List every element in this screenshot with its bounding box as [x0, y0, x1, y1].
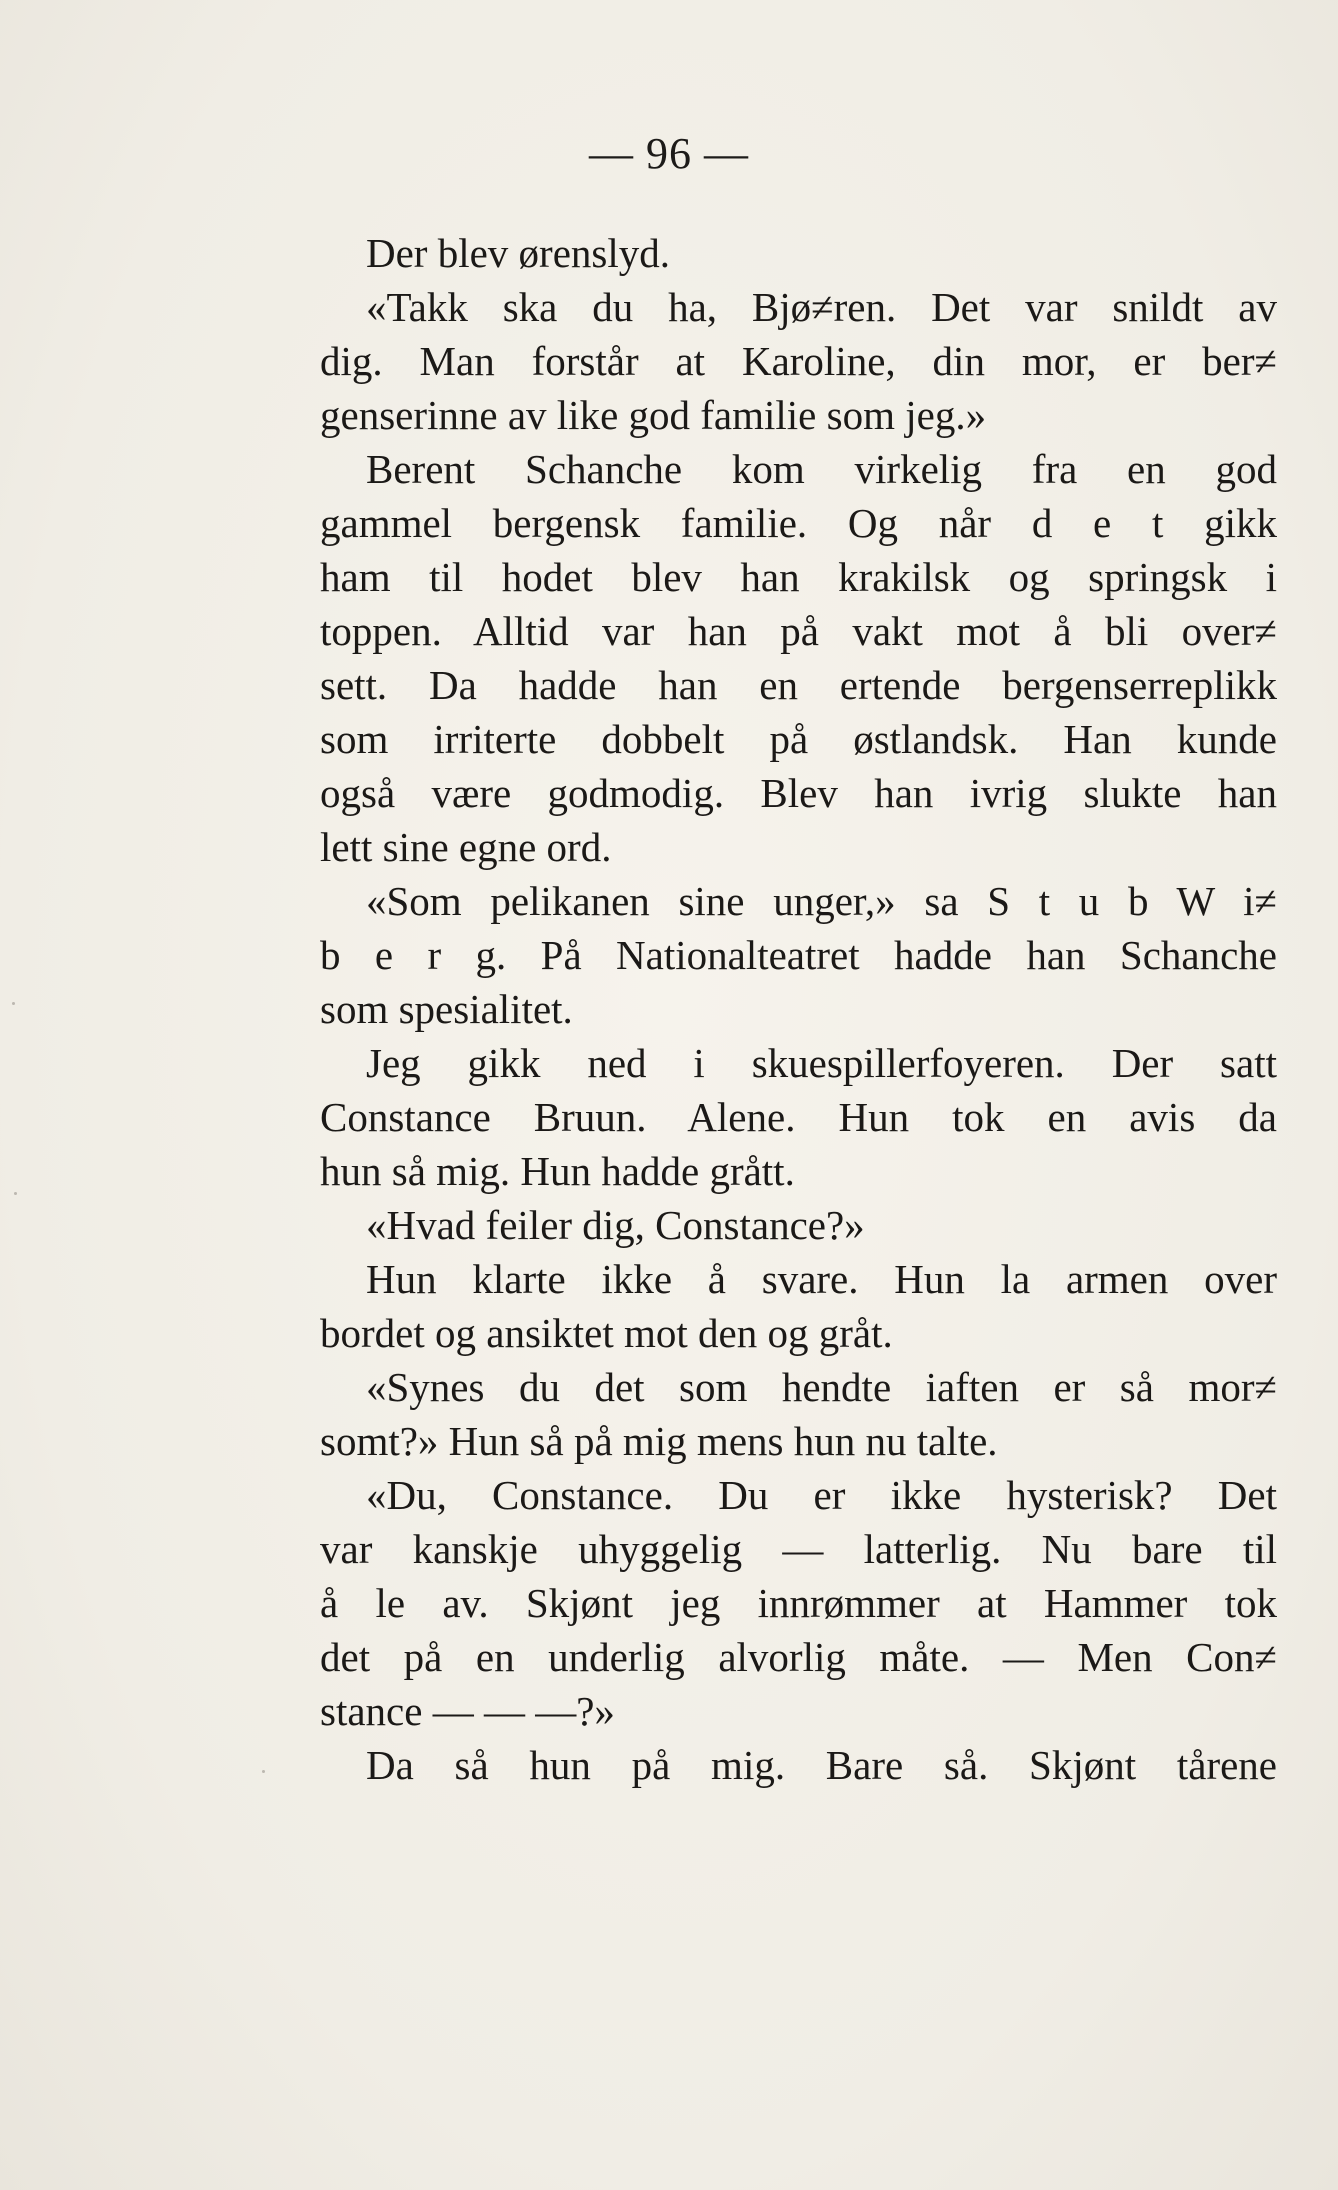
text-line: som irriterte dobbelt på østlandsk. Han kunde: [320, 716, 1277, 762]
text-line: somt?» Hun så på mig mens hun nu talte.: [320, 1418, 998, 1464]
text-line: Der blev ørenslyd.: [366, 230, 670, 276]
text-line: å le av. Skjønt jeg innrømmer at Hammer tok: [320, 1580, 1277, 1626]
text-line: lett sine egne ord.: [320, 824, 612, 870]
text-line: genserinne av like god familie som jeg.»: [320, 392, 987, 438]
text-line: «Som pelikanen sine unger,» sa S t u b W i≠: [366, 878, 1277, 924]
text-line: også være godmodig. Blev han ivrig slukte han: [320, 770, 1277, 816]
paper-speck: [12, 1002, 15, 1005]
text-line: Berent Schanche kom virkelig fra en god: [366, 446, 1277, 492]
text-line: stance — — —?»: [320, 1688, 615, 1734]
text-line: Constance Bruun. Alene. Hun tok en avis da: [320, 1094, 1277, 1140]
text-line: Jeg gikk ned i skuespillerfoyeren. Der satt: [366, 1040, 1277, 1086]
text-line: Da så hun på mig. Bare så. Skjønt tårene: [366, 1742, 1277, 1788]
paper-speck: [14, 1192, 17, 1195]
text-line: «Takk ska du ha, Bjø≠ren. Det var snildt av: [366, 284, 1277, 330]
text-line: «Synes du det som hendte iaften er så mor≠: [366, 1364, 1277, 1410]
text-line: gammel bergensk familie. Og når d e t gikk: [320, 500, 1277, 546]
text-line: var kanskje uhyggelig — latterlig. Nu bare til: [320, 1526, 1277, 1572]
paper-speck: [262, 1770, 265, 1773]
text-line: dig. Man forstår at Karoline, din mor, er ber≠: [320, 338, 1277, 384]
text-line: hun så mig. Hun hadde grått.: [320, 1148, 795, 1194]
text-line: som spesialitet.: [320, 986, 573, 1032]
page-number: — 96 —: [589, 129, 749, 178]
text-line: «Hvad feiler dig, Constance?»: [366, 1202, 865, 1248]
text-line: sett. Da hadde han en ertende bergenserreplikk: [320, 662, 1277, 708]
text-line: det på en underlig alvorlig måte. — Men Con≠: [320, 1634, 1277, 1680]
text-line: ham til hodet blev han krakilsk og springsk i: [320, 554, 1277, 600]
text-line: «Du, Constance. Du er ikke hysterisk? Det: [366, 1472, 1277, 1518]
text-line: b e r g. På Nationalteatret hadde han Schanche: [320, 932, 1277, 978]
body-text: [320, 226, 1277, 1792]
text-line: bordet og ansiktet mot den og gråt.: [320, 1310, 893, 1356]
text-line: toppen. Alltid var han på vakt mot å bli over≠: [320, 608, 1277, 654]
text-line: Hun klarte ikke å svare. Hun la armen over: [366, 1256, 1277, 1302]
